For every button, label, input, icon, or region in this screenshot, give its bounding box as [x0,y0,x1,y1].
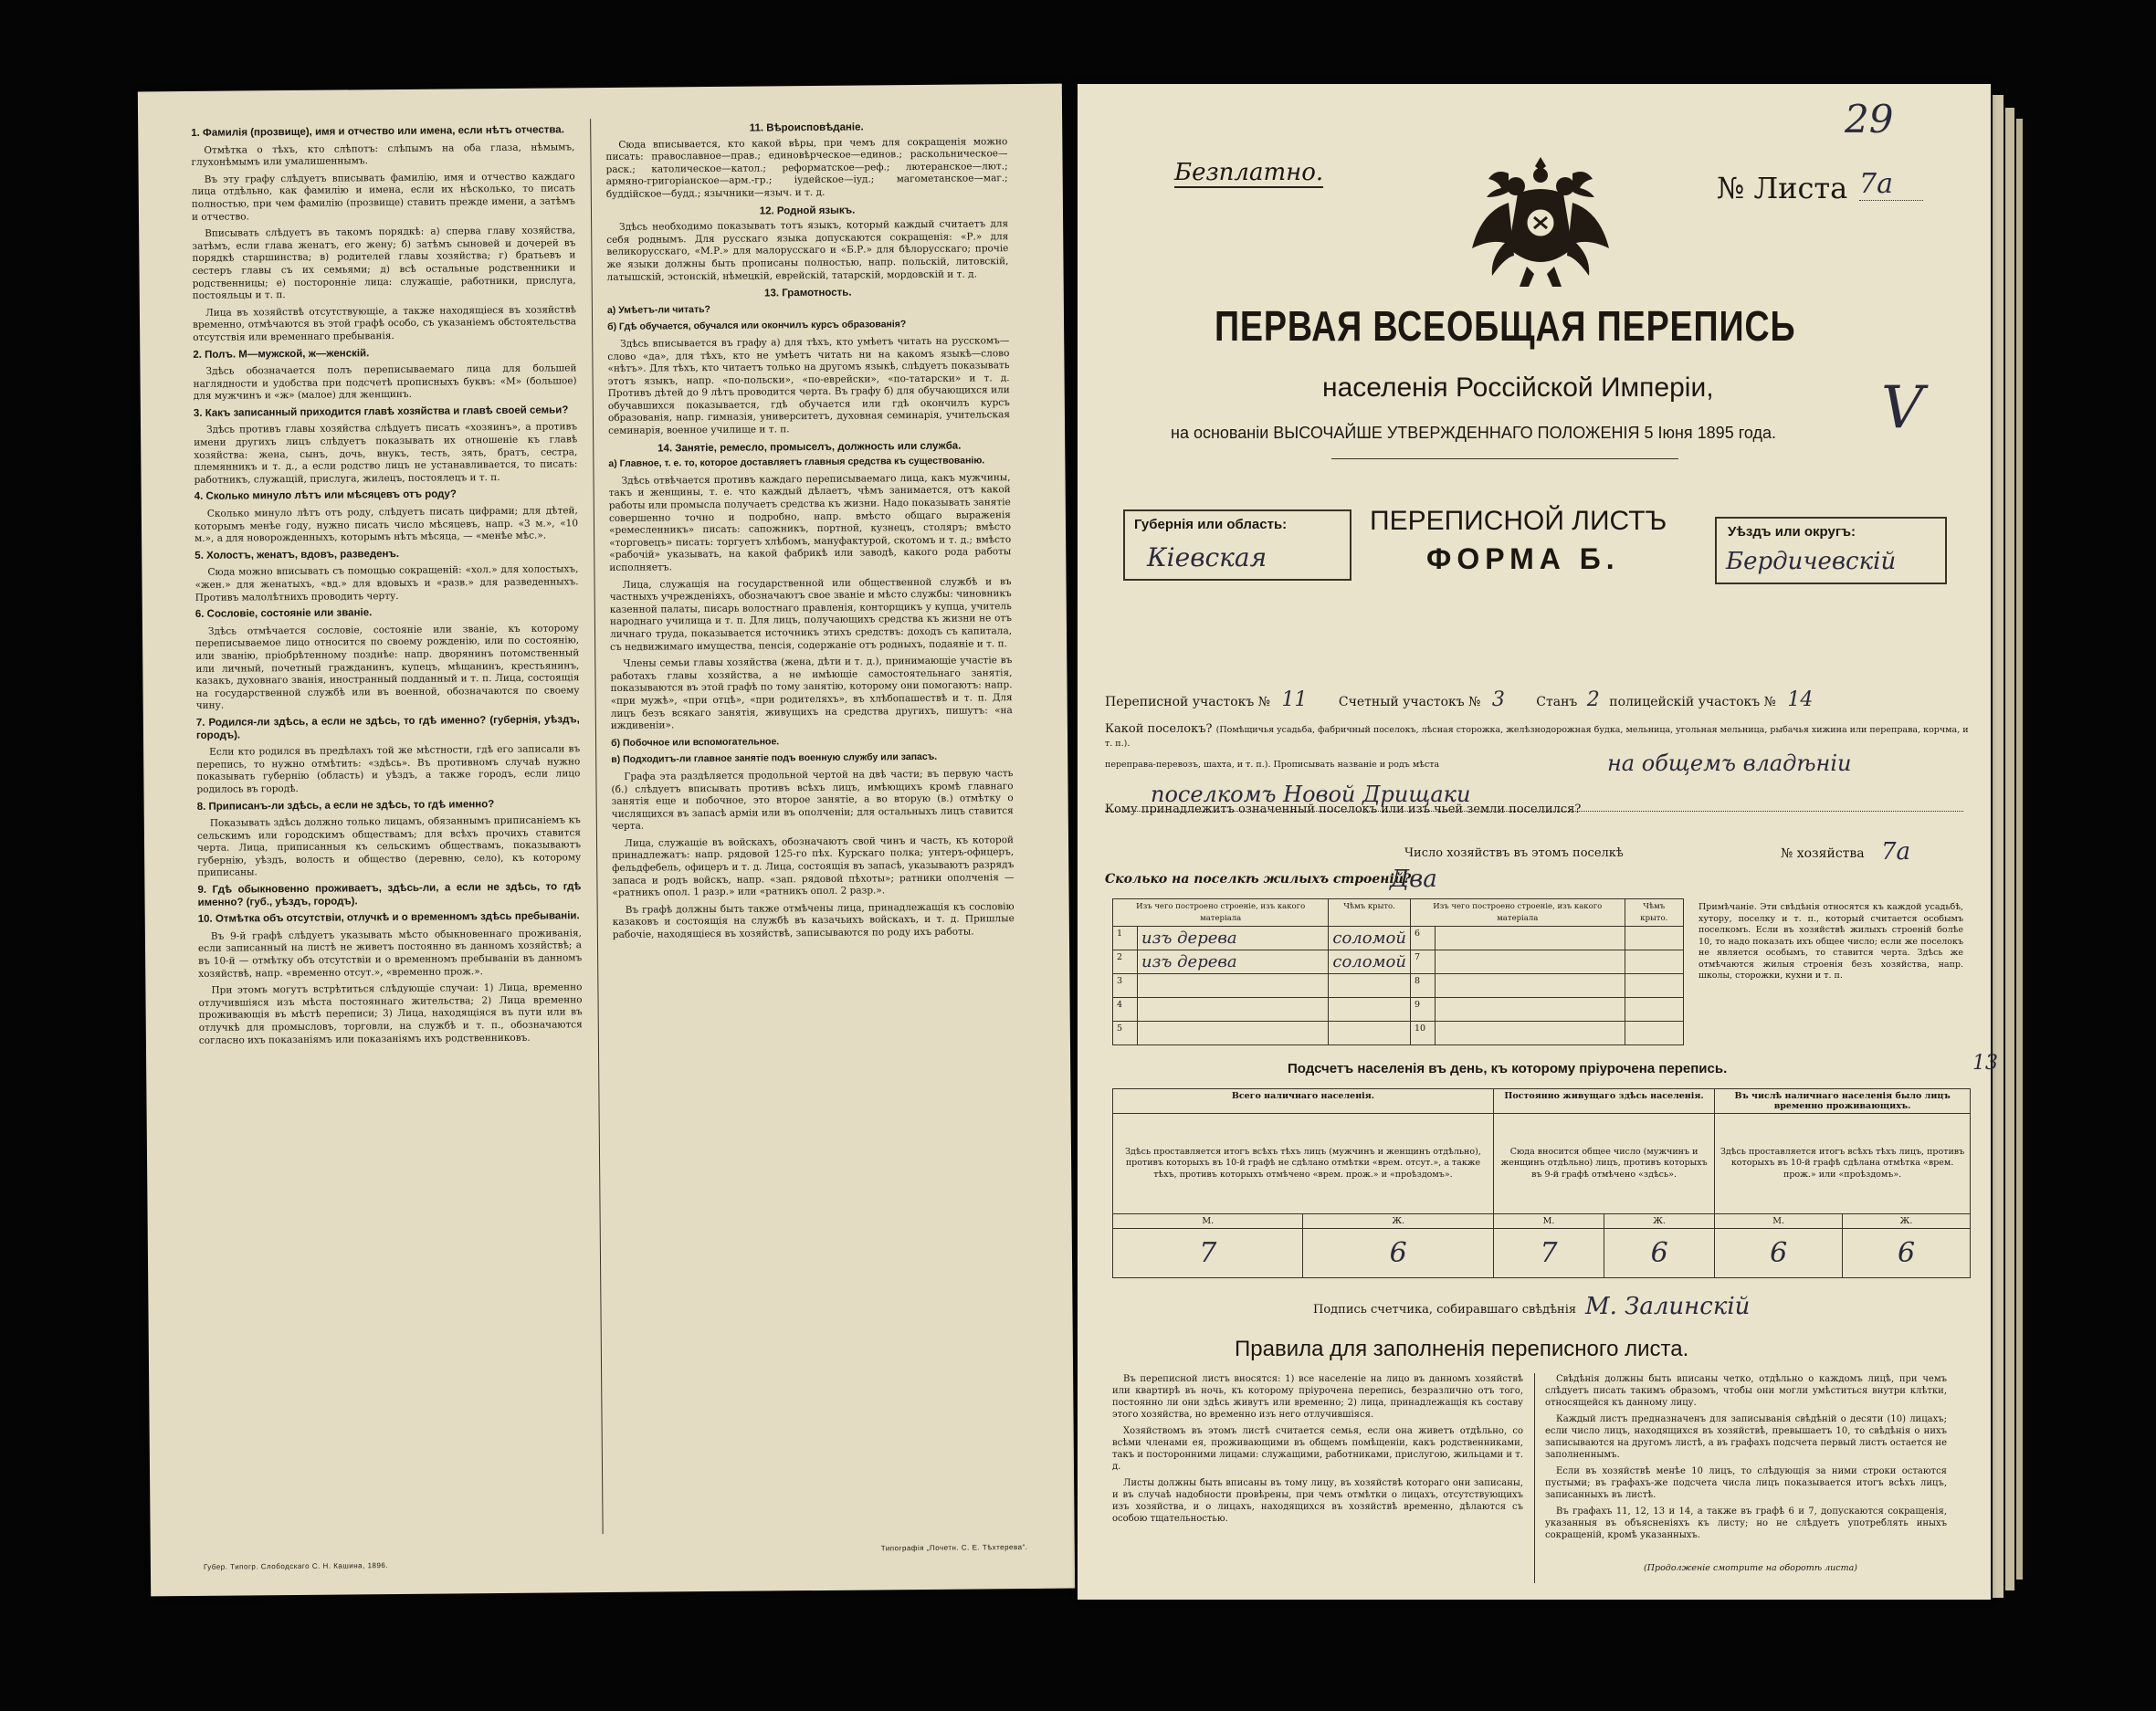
rules-divider [1534,1373,1535,1583]
household-number-label: № хозяйства [1781,846,1865,861]
document-subtitle: населенія Россійской Имперіи, [1322,373,1714,403]
table-row [1113,1022,1684,1045]
section-heading: 10. Отмѣтка объ отсутствіи, отлучкѣ и о временномъ здѣсь пребываніи. [197,910,580,926]
summary-side-number: 13 [1972,1052,1998,1075]
settlement-value-2: поселкомъ Новой Дрищаки [1151,782,1471,807]
uezd-box [1715,517,1947,584]
left-page [138,84,1075,1597]
left-column-2 [605,115,1020,1534]
building-roof [1625,974,1683,998]
building-material [1435,1022,1625,1045]
row-number: 6 [1410,927,1435,950]
row-number: 4 [1113,998,1138,1022]
signature-label: Подпись счетчика, собиравшаго свѣдѣнія [1313,1303,1577,1317]
summary-text-permanent: Сюда вносится общее число (мужчинъ и женщинъ отдѣльно) лицъ, противъ которыхъ въ 9-й графѣ отмѣчено «здѣсь». [1493,1114,1714,1214]
paragraph: Сюда можно вписывать съ помощью сокращеній: «хол.» для холостыхъ, «жен.» для женатыхъ, «вд.» для вдовыхъ и «разв.» для разведенныхъ. Противъ малолѣтнихъ проводить черту. [195,563,579,604]
building-roof: соломой [1329,950,1411,974]
building-material [1435,974,1625,998]
table-row [1113,974,1684,998]
summary-value: 6 [1843,1229,1971,1278]
summary-value: 7 [1493,1229,1604,1278]
subsection-heading: б) Гдѣ обучается, обучался или окончилъ курсъ образованія? [607,319,907,333]
paragraph: Въ 9-й графѣ слѣдуетъ указывать мѣсто обыкновеннаго проживанія, если записанный на лиcтѣ не живетъ постоянно въ данномъ хозяйствѣ; а въ 10-й — отмѣтку объ отсутствіи и о временномъ пребываніи въ данномъ хозяйствѣ, напр. «временно отсут.», «временно прож.». [197,928,583,980]
building-material [1435,998,1625,1022]
rules-title: Правила для заполненія переписного листа. [1235,1337,1689,1361]
paragraph: Здѣсь необходимо показывать тотъ языкъ, который каждый считаетъ для себя роднымъ. Для русскаго языка допускаются сокращенія: «Р.» для великорусскаго, «М.Р.» для малорусскаго и «Б.Р.» для бѣлорусскаго; прочіе же языки должны быть прописаны полностью, напр. польскій, литовскій, латышскій, эстонскій, нѣмецкій, еврейскій, татарскій, мордовскій и т. д. [606,218,1009,283]
row-number: 5 [1113,1022,1138,1045]
rules-column-2 [1545,1373,1947,1546]
paragraph: Отмѣтка о тѣхъ, кто слѣпотъ: слѣпымъ на оба глаза, нѣмымъ, глухонѣмымъ или умалишеннымъ. [191,141,575,169]
settlement-hint: (Помѣщичья усадьба, фабричный поселокъ, лѣсная сторожка, желѣзнодорожная будка, мельница, угольная мельница, рыбачья хижина или переправа, корчма, и т. п.). [1105,725,1969,749]
summary-m-label: М. [1493,1214,1604,1229]
section-heading: 11. Вѣроисповѣданіе. [749,121,864,134]
count-district-label: Счетный участокъ № [1338,695,1481,709]
right-page [1078,84,1998,1600]
building-material [1435,927,1625,950]
summary-title: Подсчетъ населенія въ день, къ которому пріурочена перепись. [1288,1061,1728,1076]
paragraph: Вписывать слѣдуетъ въ такомъ порядкѣ: а) сперва главу хозяйства, затѣмъ, если глава женатъ, его жену; б) затѣмъ сыновей и дочерей въ порядкѣ старшинства; в) родителей главы хозяйства; г) братьевъ и сестеръ главы съ их семьями; д) всѣ остальные родственники и родственницы; е) посторонніе лица: служащіе, работники, прислуга, постояльцы и т. п. [192,225,576,302]
left-footer-printer: Губер. Типогр. Слободскаго С. Н. Кашина, 1896. [203,1561,389,1571]
legal-basis: на основаніи ВЫСОЧАЙШЕ УТВЕРЖДЕННАГО ПОЛОЖЕНІЯ 5 Іюня 1895 года. [1171,424,1777,442]
row-number: 1 [1113,927,1138,950]
paragraph: Лица, служащія на государственной или общественной службѣ и въ частныхъ учрежденіяхъ, обозначаютъ свое званіе и мѣсто службы: чиновникъ казенной палаты, писарь волостнаго правленія, конторщикъ у купца, учитель народнаго училища и т. п. Для лицъ, получающихъ средства къ жизни не отъ личнаго труда, показывается источникъ этихъ средствъ: доходъ съ капитала, съ недвижимаго имущества, пенсія, содержаніе отъ родныхъ, подаяніе и т. п. [609,575,1013,653]
paragraph: Въ эту графу слѣдуетъ вписывать фамилію, имя и отчество каждаго лица отдѣльно, как фамилію и имена, если их нѣсколько, то писать полностью, при чем фамилію (прозвище) ставить прежде имени, а затѣмъ и отчество. [191,171,575,223]
buildings-head-material: Изъ чего построено строеніе, изъ какого матеріала [1410,899,1625,927]
section-heading: 9. Гдѣ обыкновенно проживаетъ, здѣсь-ли, а если не здѣсь, то гдѣ именно? (губ., уѣздъ, городъ). [197,881,582,908]
buildings-table [1112,898,1684,1045]
summary-value: 6 [1604,1229,1715,1278]
summary-f-label: Ж. [1303,1214,1493,1229]
gubernia-value: Кіевская [1147,542,1267,572]
section-heading: 1. Фамилія (прозвище), имя и отчество или имена, если нѣтъ отчества. [191,124,564,139]
census-district-label: Переписной участокъ № [1105,695,1270,709]
police-district-label: полицейскій участокъ № [1609,695,1776,709]
owner-label: Кому принадлежитъ означенный поселокъ или изъ чьей земли поселился? [1105,803,1582,816]
settlement-value: на общемъ владѣніи [1607,751,1852,776]
buildings-head-roof: Чѣмъ крыто. [1625,899,1683,927]
subsection-heading: а) Умѣетъ-ли читать? [606,303,710,316]
rule-paragraph: Листы должны быть вписаны въ тому лицу, въ хозяйствѣ котораго они записаны, и въ случаѣ надобности провѣрены, при чемъ отмѣтки о лицахъ, отсутствующихъ изъ хозяйства, и о лицахъ, находящихся въ хозяйствѣ временно, дѣлаются съ особою тщательностью. [1112,1478,1523,1524]
buildings-note: Примѣчаніе. Эти свѣдѣнія относятся къ каждой усадьбѣ, хутору, поселку и т. п., который считается особымъ поселкомъ. Если въ хозяйствѣ жилыхъ строеній болѣе 10, то надо показать ихъ общее число; если же поселокъ не является особымъ, то ставится черта. Здѣсь же отмѣчаются жилыя строенія безъ хозяйства, напр. школы, сторожки, кухни и т. п. [1699,902,1963,981]
paragraph: Здѣсь отмѣчается сословіе, состояніе или званіе, къ которому переписываемое лицо относится по своему рожденію, или по состоянію, или званію, пріобрѣтенному позднѣе: напр. дворянинъ потомственный или личный, почетный гражданинъ, купецъ, мѣщанинъ, крестьянинъ, казакъ, духовнаго званія, иностранный подданный и т. п. Лица, состоящія на государственной службѣ или въ военной, обозначаются по своему чину. [195,623,580,712]
rule-paragraph: Въ переписной листъ вносятся: 1) все населеніе на лицо въ данномъ хозяйствѣ или квартирѣ въ ночь, къ которому пріурочена перепись, безразлично отъ того, постоянно ли они здѣсь живутъ или временно; 2) лица, принадлежащія къ составу этого хозяйства, но временно изъ него отлучившіяся. [1112,1374,1523,1420]
rules-column-1 [1112,1373,1523,1529]
paragraph: Здѣсь отвѣчается противъ каждаго переписываемаго лица, какъ мужчины, такъ и женщины, т. е. что каждый дѣлаетъ, чѣмъ занимается, отъ какой работы или промысла получаетъ средства къ жизни. Надо показывать занятіе совершенно точно и подробно, напр. вмѣсто общаго выраженія «ремесленникъ» писать: сапожникъ, портной, кузнецъ, столяръ; вмѣсто «торговецъ» писать: торгуетъ хлѣбомъ, мануфактурой, скотомъ и т. д.; вмѣсто «рабочій» указывать, на какой фабрикѣ или заводѣ, какого рода работы исполняетъ. [608,471,1012,573]
paragraph: Въ графѣ должны быть также отмѣчены лица, принадлежащія къ сословію казаковъ и состоящія на службѣ въ казачьихъ войскахъ, и т. д. Пришлые рабочіе, находящіеся въ хозяйствѣ, записываются по роду ихъ работы. [612,900,1015,940]
subsection-heading: б) Побочное или вспомогательное. [611,736,780,749]
count-district-value: 3 [1491,688,1505,711]
section-heading: 12. Родной языкъ. [759,205,856,217]
right-footer-printer: Типографія „Почетн. С. Е. Тѣхтерева“. [880,1543,1028,1553]
row-number: 7 [1410,950,1435,974]
building-material [1138,974,1329,998]
rule-paragraph: Каждый листъ предназначенъ для записыванія свѣдѣній о десяти (10) лицахъ; если число лицъ, находящихся въ хозяйствѣ, превышаетъ 10, то свѣдѣнія о нихъ записываются на другомъ листѣ, а въ графахъ подсчета первый листъ остается не заполненнымъ. [1545,1414,1947,1460]
building-roof [1625,1022,1683,1045]
sheet-number-label: № Листа [1717,171,1848,205]
summary-m-label: М. [1715,1214,1843,1229]
rule-paragraph: Въ графахъ 11, 12, 13 и 14, а также въ графѣ 6 и 7, допускаются сокращенія, указанныя въ объясненіяхъ къ листу; но не слѣдуетъ употреблять иныхъ сокращеній, кромѣ указанныхъ. [1545,1506,1947,1540]
paragraph: Сколько минуло лѣтъ отъ роду, слѣдуетъ писать цифрами; для дѣтей, которымъ менѣе году, нужно писать число мѣсяцевъ, напр. «3 м.», «10 м.», а для новорожденныхъ, которымъ нѣтъ мѣсяца, — «менѣе мѣс.». [194,505,579,545]
sheet-edge [1993,95,2004,1598]
paragraph: При этомъ могутъ встрѣтиться слѣдующіе случаи: 1) Лица, временно отлучившіяся изъ мѣста постояннаго жительства; 2) Лица временно проживающія въ мѣстѣ переписи; 3) Лица, находящіяся въ пути или въ отлучкѣ для промысловъ, торговли, на службѣ и т. п., обозначаются согласно ихъ показаніямъ или показаніямъ ихъ родственниковъ. [198,981,583,1046]
free-label: Безплатно. [1174,159,1324,186]
summary-head-temporary: Въ числѣ наличнаго населенія было лицъ временно проживающихъ. [1715,1089,1971,1114]
subsection-heading: в) Подходитъ-ли главное занятіе подъ военную службу или запасъ. [611,751,938,766]
paragraph: Сюда вписывается, кто какой вѣры, при чемъ для сокращенія можно писать: православное—прав.; единовѣрческое—единов.; раскольническое—раск.; католическое—катол.; реформатское—реф.; лютеранское—лют.; армяно-григоріанское—арм.-гр.; іудейское—іуд.; магометанское—маг.; буддійское—будд.; язычники—языч. и т. д. [605,135,1008,200]
uezd-label: Уѣздъ или округъ: [1728,524,1856,540]
table-row [1113,998,1684,1022]
paragraph: Здѣсь противъ главы хозяйства слѣдуетъ писать «хозяинъ», а противъ имени другихъ лицъ слѣдуетъ показывать их отношеніе къ главѣ хозяйства: жена, сынъ, дочь, внукъ, тесть, зять, братъ, сестра, племянникъ и т. д., а если родство лицъ не устанавливается, то писать: работникъ, служащій, прислуга, жилецъ, постоялецъ и т. п. [194,421,578,486]
building-material [1138,1022,1329,1045]
paragraph: Графа эта раздѣляется продольной чертой на двѣ части; въ первую часть (б.) слѣдуетъ вписывать противъ всѣхъ лицъ, имѣющихъ кромѣ главнаго занятія еще и побочное, это второе занятіе, а во вторую (в.) отмѣтку о числящихся въ запасѣ арміи или въ ополченіи; для остальныхъ лицъ ставится черта. [611,768,1014,833]
section-heading: 7. Родился-ли здѣсь, а если не здѣсь, то гдѣ именно? (губернія, уѣздъ, городъ). [195,714,580,741]
left-column-1 [191,124,586,1534]
summary-value: 6 [1303,1229,1493,1278]
buildings-head-material: Изъ чего построено строеніе, изъ какого матеріала [1113,899,1329,927]
section-heading: 5. Холостъ, женатъ, вдовъ, разведенъ. [195,548,400,562]
table-row [1113,950,1684,974]
households-label: Число хозяйствъ въ этомъ поселкѣ [1404,846,1624,860]
section-heading: 6. Сословіе, состояніе или званіе. [195,607,373,621]
row-number: 2 [1113,950,1138,974]
corner-number: 29 [1845,97,1894,142]
building-roof [1625,998,1683,1022]
police-district-value: 14 [1787,688,1814,711]
sheet-edge [2005,108,2014,1590]
summary-table [1112,1088,1971,1278]
gubernia-box [1123,509,1351,581]
building-roof [1329,974,1411,998]
paragraph: Лица, служащіе въ войскахъ, обозначаютъ свой чинъ и часть, къ которой принадлежатъ: напр. рядовой 125-го пѣх. Курскаго полка; унтеръ-офицеръ, фельдфебель, офицеръ и т. д. Лица, состоящія въ запасѣ, указываютъ разрядъ запаса и родъ войскъ, напр. «зап. рядовой пѣхоты»; ратники ополченія — «ратникъ опол. 1 разр.» или «ратникъ опол. 2 разр.». [612,834,1015,899]
buildings-head-roof: Чѣмъ крыто. [1329,899,1411,927]
summary-text-total: Здѣсь проставляется итогъ всѣхъ тѣхъ лицъ (мужчинъ и женщинъ отдѣльно), противъ которыхъ въ 10-й графѣ не сдѣлано отмѣтки «врем. отсут.», а также тѣхъ, противъ которыхъ отмѣчено «врем. прож.» и «проѣздомъ». [1113,1114,1494,1214]
summary-head-total: Всего наличнаго населенія. [1113,1089,1494,1114]
summary-text-temporary: Здѣсь проставляется итогъ всѣхъ тѣхъ лицъ, противъ которыхъ въ 10-й графѣ сдѣлана отмѣтка «врем. прож.» или «проѣздомъ». [1715,1114,1971,1214]
section-heading: 13. Грамотность. [763,287,852,299]
building-roof [1329,998,1411,1022]
rules-continue: (Продолженіе смотрите на оборотѣ листа) [1644,1563,1857,1573]
settlement-hint-2: переправа-перевозъ, шахта, и т. п.). Прописывать названіе и родъ мѣста [1105,760,1440,770]
gubernia-label: Губернія или область: [1134,517,1288,532]
title-rule [1331,458,1678,459]
summary-m-label: М. [1113,1214,1303,1229]
row-number: 8 [1410,974,1435,998]
signature-value: М. Залинскій [1585,1293,1751,1320]
paragraph: Члены семьи главы хозяйства (жена, дѣти и т. д.), принимающіе участіе въ работахъ главы хозяйства, а не имѣющіе самостоятельнаго занятія, показываются въ этой графѣ по тому занятію, которому они помогаютъ: напр. «при мужѣ», «при отцѣ», «при родителяхъ», въ хлѣбопашествѣ и т. п. Для лицъ безъ всякаго занятія, живущихъ на средства другихъ, пишутъ: «на иждивеніи». [610,655,1013,732]
paragraph: Здѣсь вписывается въ графу а) для тѣхъ, кто умѣетъ читать на русскомъ—слово «да», для тѣхъ, кто не умѣетъ читать ни на какомъ языкѣ—слово «нѣтъ». Для тѣхъ, кто читаетъ только на другомъ языкѣ, слѣдуетъ показывать этотъ языкъ, напр. «по-польски», «по-еврейски», «по-татарски» и т. д. Противъ дѣтей до 9 лѣтъ проводится черта. Въ графу б) для обучающихся или обучавшихся показывается, гдѣ обучается или гдѣ окончилъ курсъ образованія, напр. гимназія, университетъ, духовная семинарія, учительская семинарія, военное училище и т. п. [607,335,1011,437]
form-title: ПЕРЕПИСНОЙ ЛИСТЪ [1370,506,1667,536]
rule-paragraph: Хозяйствомъ въ этомъ листѣ считается семья, если она живетъ отдѣльно, со всѣми членами ея, проживающими въ общемъ помѣщеніи, какъ родственниками, такъ и посторонними лицами: служащими, работниками, прислугою, жильцами и т. д. [1112,1426,1523,1472]
rule-paragraph: Свѣдѣнія должны быть вписаны четко, отдѣльно о каждомъ лицѣ, при чемъ слѣдуетъ писать такимъ образомъ, чтобы они могли умѣститься внутри клѣтки, относящейся къ данному лицу. [1545,1374,1947,1408]
camp-label: Станъ [1536,695,1578,709]
form-subtitle: ФОРМА Б. [1426,542,1620,575]
building-material: изъ дерева [1138,950,1329,974]
buildings-label: Сколько на поселкѣ жилыхъ строеній? [1105,872,1412,887]
summary-value: 7 [1113,1229,1303,1278]
building-roof: соломой [1329,927,1411,950]
uezd-value: Бердичевскій [1726,548,1897,575]
section-heading: 14. Занятіе, ремесло, промыселъ, должность или служба. [657,440,962,455]
paragraph: Лица въ хозяйствѣ отсутствующіе, а также находящіеся въ хозяйствѣ временно, отмѣчаются въ этой графѣ особо, съ указаніемъ обстоятельства отсутствія или временнаго пребыванія. [193,303,577,343]
sheet-edge [2016,119,2023,1580]
eagle-emblem-icon [1463,148,1618,303]
section-heading: 4. Сколько минуло лѣтъ или мѣсяцевъ отъ роду? [194,488,457,503]
row-number: 10 [1410,1022,1435,1045]
section-heading: 2. Полъ. М—мужской, ж—женскій. [193,347,370,361]
document-title: ПЕРВАЯ ВСЕОБЩАЯ ПЕРЕПИСЬ [1215,302,1796,350]
household-number-value: 7а [1881,838,1911,866]
paragraph: Здѣсь обозначается полъ переписываемаго лица для большей наглядности и удобства при подсчетѣ прописныхъ буквъ: «М» (большое) для мужчинъ и «ж» (малое) для женщинъ. [193,362,577,403]
summary-value: 6 [1715,1229,1843,1278]
building-material: изъ дерева [1138,927,1329,950]
summary-f-label: Ж. [1843,1214,1971,1229]
summary-head-permanent: Постоянно живущаго здѣсь населенія. [1493,1089,1714,1114]
building-roof [1625,950,1683,974]
table-row [1113,927,1684,950]
summary-f-label: Ж. [1604,1214,1715,1229]
building-roof [1625,927,1683,950]
subsection-heading: а) Главное, т. е. то, которое доставляетъ главныя средства къ существованію. [608,455,985,470]
settlement-line [1105,723,1972,750]
paragraph: Если кто родился въ предѣлахъ той же мѣстности, гдѣ его записали въ перепись, то нужно отмѣтить: «здѣсь». Въ противномъ случаѣ нужно показывать губернію (область) и уѣздъ, а также городъ, если лицо родилось въ городѣ. [196,743,581,795]
section-heading: 3. Какъ записанный приходится главѣ хозяйства и главѣ своей семьи? [193,404,569,419]
building-material [1138,998,1329,1022]
rule-paragraph: Если въ хозяйствѣ менѣе 10 лицъ, то слѣдующія за ними строки остаются пустыми; въ графахъ-же подсчета числа лицъ показывается итогъ всѣхъ лицъ, записанныхъ въ листѣ. [1545,1466,1947,1500]
section-heading: 8. Приписанъ-ли здѣсь, а если не здѣсь, то гдѣ именно? [196,798,495,813]
camp-value: 2 [1586,688,1600,711]
building-roof [1329,1022,1411,1045]
building-material [1435,950,1625,974]
settlement-label: Какой поселокъ? [1105,722,1213,736]
census-district-value: 11 [1281,688,1308,711]
check-mark: V [1881,374,1924,442]
column-divider [590,119,604,1534]
row-number: 3 [1113,974,1138,998]
district-line [1105,688,1963,711]
buildings-value: Два [1390,866,1437,893]
row-number: 9 [1410,998,1435,1022]
paragraph: Показывать здѣсь должно только лицамъ, обязаннымъ приписаніемъ къ сельскимъ или городскимъ обществамъ; для всѣхъ прочихъ ставится черта. Лица, приписанныя къ сельскимъ обществамъ, показываютъ губернію, уѣздъ, волость и общество (деревню, село), къ которому приписаны. [196,814,582,879]
sheet-number-value: 7а [1859,168,1923,201]
